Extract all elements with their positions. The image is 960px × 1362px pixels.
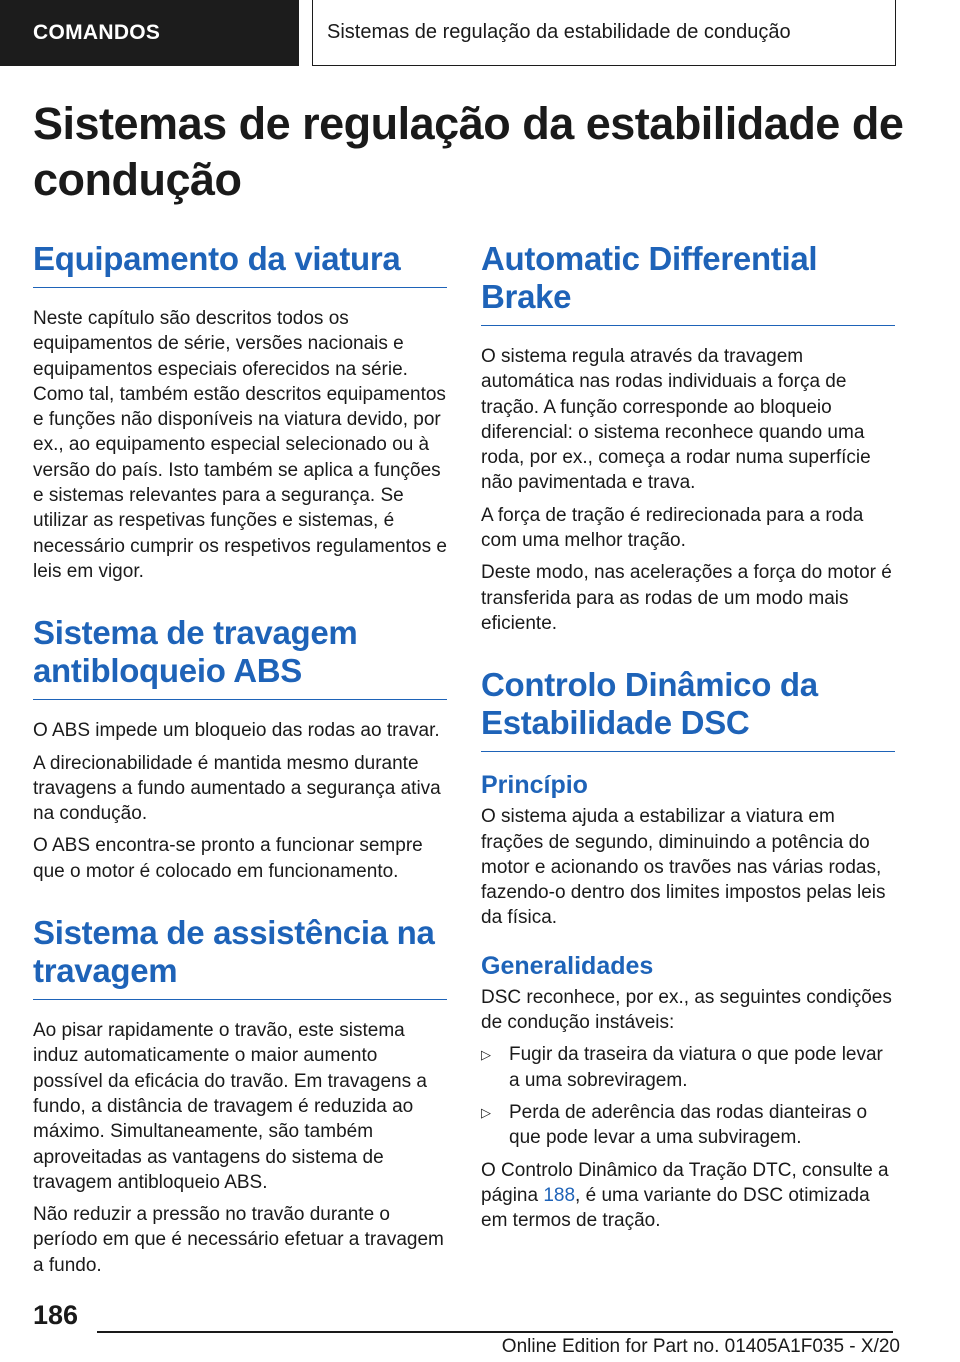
subsection-title: Generalidades xyxy=(481,951,654,980)
topic-tab: Sistemas de regulação da estabilidade de condução xyxy=(312,0,896,66)
section-adb xyxy=(481,240,895,636)
paragraph: Não reduzir a pressão no travão durante o período em que é necessário efetuar a travagem a fundo. xyxy=(33,1204,444,1276)
list-item-text: Perda de aderência das rodas dianteiras o que pode levar a uma subviragem. xyxy=(509,1101,868,1149)
paragraph-text: , é uma variante do DSC otimizada em termos de tração. xyxy=(481,1184,870,1232)
page-title: Sistemas de regulação da estabilidade de condução xyxy=(33,98,904,205)
paragraph-text: O Controlo Dinâmico da Tração DTC, consulte a página xyxy=(481,1159,889,1206)
paragraph: O ABS encontra-se pronto a funcionar sempre que o motor é colocado em funcionamento. xyxy=(33,835,423,882)
paragraph: Ao pisar rapidamente o travão, este sistema induz automaticamente o maior aumento possível da eficácia do travão. Em travagens a fundo, a distância de travagem é reduzida ao máximo. Simultaneamente, são também aproveitadas as vantagens do sistema de travagem antibloqueio ABS. xyxy=(33,1020,427,1193)
paragraph: Neste capítulo são descritos todos os equipamentos de série, versões nacionais e equipamentos especiais oferecidos na série. Como tal, também estão descritos equipamentos e funções não disponíveis na viatura devido, por ex., ao equipamento especial selecionado ou à versão do país. Isto também se aplica a funções e sistemas relevantes para a segurança. Se utilizar as respetivas funções e sistemas, é necessário cumprir os respetivos regulamentos e leis em vigor. xyxy=(33,308,447,582)
section-equipamento xyxy=(33,240,447,584)
paragraph: O sistema regula através da travagem automática nas rodas individuais a força de tração. A função corresponde ao bloqueio diferencial: o sistema reconhece quando uma roda, por ex., começa a rodar numa superfície não pavimentada e trava. xyxy=(481,346,871,494)
paragraph xyxy=(481,1158,895,1234)
section-abs xyxy=(33,614,447,884)
triangle-right-icon: ▷ xyxy=(481,1104,491,1120)
subsection-principio xyxy=(481,770,895,930)
list-item-text: Fugir da traseira da viatura o que pode levar a uma sobreviragem. xyxy=(509,1044,883,1091)
paragraph: O ABS impede um bloqueio das rodas ao travar. xyxy=(33,720,440,742)
section-title: Equipamento da viatura xyxy=(33,240,447,288)
list-item xyxy=(481,1100,895,1151)
page-header xyxy=(0,0,960,66)
triangle-right-icon: ▷ xyxy=(481,1047,491,1063)
section-title: Sistema de travagem antibloqueio ABS xyxy=(33,614,447,700)
paragraph: A força de tração é redirecionada para a roda com uma melhor tração. xyxy=(481,504,864,552)
section-title: Automatic Differential Brake xyxy=(481,240,895,326)
footer-divider xyxy=(97,1331,893,1333)
list-item xyxy=(481,1042,895,1093)
subsection-title: Princípio xyxy=(481,771,588,800)
paragraph: Deste modo, nas acelerações a força do motor é transferida para as rodas de um modo mais eficiente. xyxy=(481,562,892,634)
section-tab: COMANDOS xyxy=(0,0,299,66)
right-column xyxy=(481,240,895,1263)
left-column xyxy=(33,240,447,1308)
subsection-generalidades xyxy=(481,951,895,1234)
section-dsc xyxy=(481,666,895,1233)
paragraph: A direcionabilidade é mantida mesmo durante travagens a fundo aumentado a segurança ativa na condução. xyxy=(33,752,441,825)
page-number: 186 xyxy=(33,1300,79,1330)
bullet-list xyxy=(481,1042,895,1150)
section-title: Sistema de assistência na travagem xyxy=(33,914,447,1000)
section-assistencia-travagem xyxy=(33,914,447,1278)
paragraph: O sistema ajuda a estabilizar a viatura em frações de segundo, diminuindo a potência do motor e acionando os travões nas várias rodas, fazendo-o dentro dos limites impostos pelas leis da física. xyxy=(481,806,886,929)
paragraph: DSC reconhece, por ex., as seguintes condições de condução instáveis: xyxy=(481,986,892,1034)
edition-text: Online Edition for Part no. 01405A1F035 - X/20 xyxy=(501,1336,900,1357)
page-reference-link[interactable]: 188 xyxy=(543,1184,576,1206)
section-title: Controlo Dinâmico da Estabilidade DSC xyxy=(481,666,895,752)
